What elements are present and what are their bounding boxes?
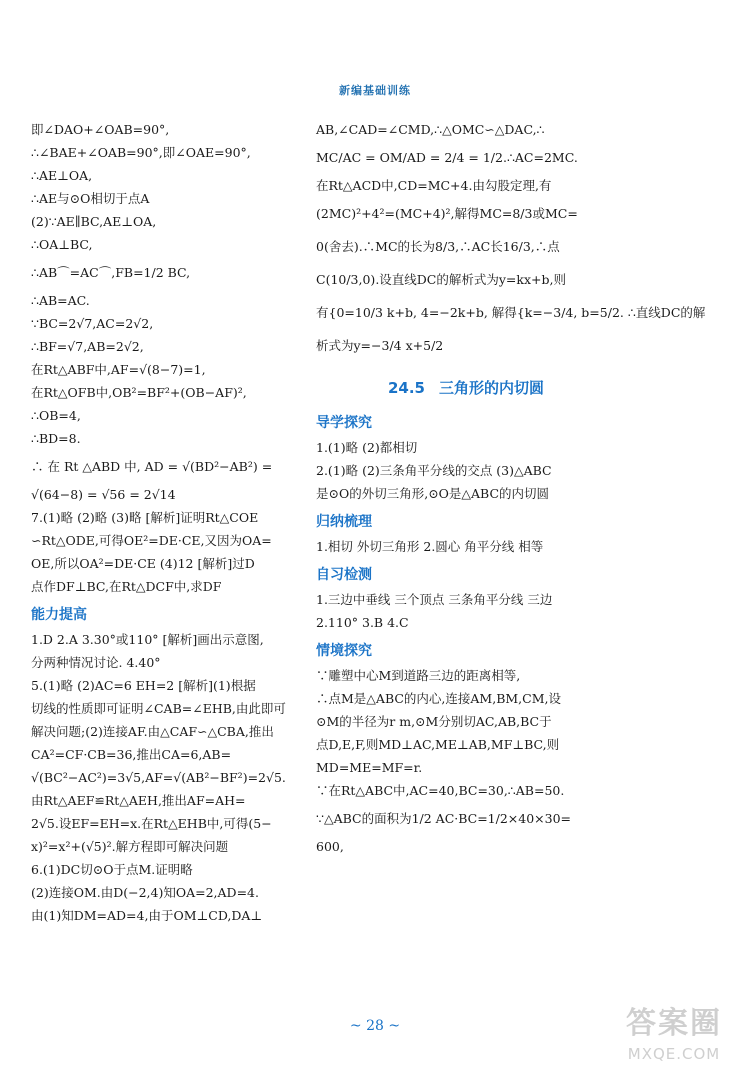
text-line: 由Rt△AEF≌Rt△AEH,推出AF=AH= <box>31 793 246 808</box>
text-line: (2)∵AE∥BC,AE⊥OA, <box>31 214 157 229</box>
text-line: 在Rt△ABF中,AF=√(8−7)=1, <box>31 362 206 377</box>
text-line: ∴BF=√7,AB=2√2, <box>31 339 144 354</box>
text-line: CA²=CF·CB=36,推出CA=6,AB= <box>31 747 232 762</box>
left-column <box>31 118 321 927</box>
text-line: 5.(1)略 (2)AC=6 EH=2 [解析](1)根据 <box>31 678 256 693</box>
watermark-url: MXQE.COM <box>627 1045 721 1063</box>
text-line: 点作DF⊥BC,在Rt△DCF中,求DF <box>31 579 222 594</box>
text-line: ∵△ABC的面积为1/2 AC·BC=1/2×40×30= <box>316 811 572 826</box>
text-line: ∴OB=4, <box>31 408 81 423</box>
chapter-name: 三角形的内切圆 <box>439 379 545 397</box>
text-line: 即∠DAO+∠OAB=90°, <box>31 122 170 137</box>
text-line: OE,所以OA²=DE·CE (4)12 [解析]过D <box>31 556 255 571</box>
text-line: ∵在Rt△ABC中,AC=40,BC=30,∴AB=50. <box>316 783 565 798</box>
chapter-title <box>316 370 616 406</box>
text-line: 点D,E,F,则MD⊥AC,ME⊥AB,MF⊥BC,则 <box>316 737 560 752</box>
section-title-guided: 导学探究 <box>316 415 372 431</box>
text-line: ∴OA⊥BC, <box>31 237 93 252</box>
text-line: MC/AC = OM/AD = 2/4 = 1/2.∴AC=2MC. <box>316 150 578 165</box>
text-line: 600, <box>316 839 344 854</box>
chapter-number: 24.5 <box>387 379 425 397</box>
text-line: 1.(1)略 (2)都相切 <box>316 440 418 455</box>
section-title-summary: 归纳梳理 <box>316 514 372 530</box>
text-line: √(64−8) = √56 = 2√14 <box>31 487 176 502</box>
section-title-ability: 能力提高 <box>31 607 87 623</box>
text-line: ∽Rt△ODE,可得OE²=DE·CE,又因为OA= <box>31 533 272 548</box>
text-line: 2√5.设EF=EH=x.在Rt△EHB中,可得(5− <box>31 816 272 831</box>
text-line: ∴AE⊥OA, <box>31 168 93 183</box>
text-line: ∴AE与⊙O相切于点A <box>31 191 150 206</box>
watermark-logo <box>604 1005 744 1073</box>
text-line: ∵BC=2√7,AC=2√2, <box>31 316 154 331</box>
page-header: 新编基础训练 <box>339 84 411 97</box>
text-line: 分两种情况讨论. 4.40° <box>31 655 161 670</box>
text-line: 7.(1)略 (2)略 (3)略 [解析]证明Rt△COE <box>31 510 259 525</box>
section-title-scenario: 情境探究 <box>316 643 372 659</box>
text-line: 是⊙O的外切三角形,⊙O是△ABC的内切圆 <box>316 486 550 501</box>
text-line: 在Rt△ACD中,CD=MC+4.由勾股定理,有 <box>316 178 552 193</box>
text-line: 析式为y=−3/4 x+5/2 <box>316 338 444 353</box>
text-line: 6.(1)DC切⊙O于点M.证明略 <box>31 862 193 877</box>
text-line: 1.三边中垂线 三个顶点 三条角平分线 三边 <box>316 592 553 607</box>
text-line: 1.D 2.A 3.30°或110° [解析]画出示意图, <box>31 632 264 647</box>
text-line: ∴ 在 Rt △ABD 中, AD = √(BD²−AB²) = <box>31 459 273 474</box>
text-line: ⊙M的半径为r m,⊙M分别切AC,AB,BC于 <box>316 714 552 729</box>
page-number: ~ 28 ~ <box>349 1018 401 1034</box>
text-line: ∴AB=AC. <box>31 293 90 308</box>
text-line: ∴∠BAE+∠OAB=90°,即∠OAE=90°, <box>31 145 251 160</box>
text-line: 切线的性质即可证明∠CAB=∠EHB,由此即可 <box>31 701 286 716</box>
text-line: 2.110° 3.B 4.C <box>316 615 409 630</box>
text-line: ∴点M是△ABC的内心,连接AM,BM,CM,设 <box>316 691 561 706</box>
text-line: (2MC)²+4²=(MC+4)²,解得MC=8/3或MC= <box>316 206 578 221</box>
text-line: 解决问题;(2)连接AF.由△CAF∽△CBA,推出 <box>31 724 274 739</box>
watermark-text: 答案圈 <box>626 1006 722 1041</box>
text-line: 2.(1)略 (2)三条角平分线的交点 (3)△ABC <box>316 463 552 478</box>
text-line: (2)连接OM.由D(−2,4)知OA=2,AD=4. <box>31 885 259 900</box>
text-line: ∵雕塑中心M到道路三边的距离相等, <box>316 668 521 683</box>
section-title-selfcheck: 自习检测 <box>316 567 372 583</box>
text-line: 1.相切 外切三角形 2.圆心 角平分线 相等 <box>316 539 544 554</box>
text-line: ∴BD=8. <box>31 431 81 446</box>
text-line: AB,∠CAD=∠CMD,∴△OMC∽△DAC,∴ <box>316 122 545 137</box>
text-line: C(10/3,0).设直线DC的解析式为y=kx+b,则 <box>316 272 566 287</box>
text-line: 有{0=10/3 k+b, 4=−2k+b, 解得{k=−3/4, b=5/2. ∴直线DC的解 <box>316 305 706 320</box>
text-line: x)²=x²+(√5)².解方程即可解决问题 <box>31 839 229 854</box>
text-line: 由(1)知DM=AD=4,由于OM⊥CD,DA⊥ <box>31 908 263 923</box>
text-line: MD=ME=MF=r. <box>316 760 423 775</box>
right-column <box>316 118 706 858</box>
text-line: √(BC²−AC²)=3√5,AF=√(AB²−BF²)=2√5. <box>31 770 286 785</box>
text-line: 在Rt△OFB中,OB²=BF²+(OB−AF)², <box>31 385 247 400</box>
text-line: 0(舍去).∴MC的长为8/3,∴AC长16/3,∴点 <box>316 239 560 254</box>
text-line: ∴AB⌒=AC⌒,FB=1/2 BC, <box>31 265 191 280</box>
